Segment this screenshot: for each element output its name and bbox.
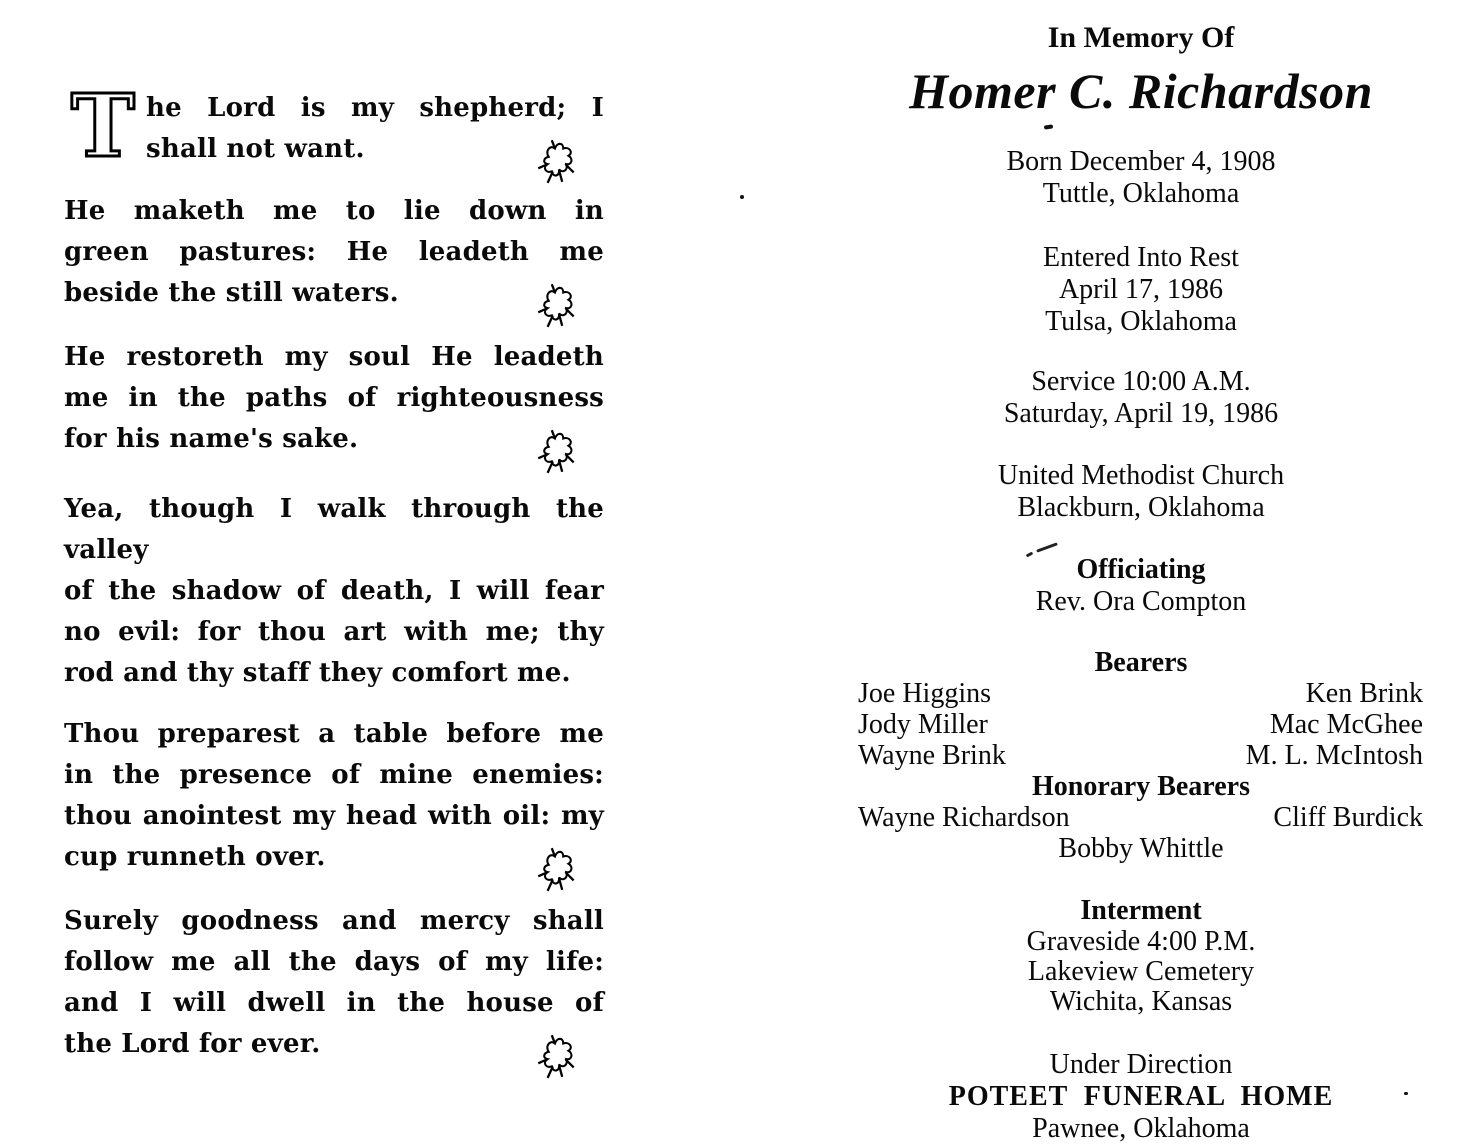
psalm-line: He maketh me to lie down in — [64, 196, 604, 226]
bearer-row — [845, 802, 1437, 833]
interment-time: Graveside 4:00 P.M. — [1026, 926, 1256, 957]
church-block — [845, 460, 1437, 524]
cemetery-name: Lakeview Cemetery — [1027, 956, 1255, 987]
psalm-line: the Lord for ever. — [64, 1029, 321, 1059]
psalm-line: beside the still waters. — [64, 278, 399, 308]
birth-place: Tuttle, Oklahoma — [1042, 178, 1240, 209]
in-memory-of-label: In Memory Of — [1047, 21, 1235, 54]
funeral-home-name: POTEET FUNERAL HOME — [948, 1081, 1334, 1112]
bearer-name: Ken Brink — [1305, 678, 1423, 709]
psalm-line: Surely goodness and mercy shall — [64, 906, 604, 936]
rest-label: Entered Into Rest — [1043, 242, 1239, 273]
deceased-name: Homer C. Richardson — [909, 63, 1373, 119]
funeral-home-place: Pawnee, Oklahoma — [1032, 1113, 1250, 1144]
officiating-title: Officiating — [1076, 554, 1206, 585]
service-block — [845, 366, 1437, 430]
psalm-verse-4 — [64, 489, 604, 694]
bearer-row — [845, 740, 1437, 771]
program-details-page — [845, 0, 1437, 1145]
honorary-bearer-name: Cliff Burdick — [1273, 802, 1423, 833]
direction-block — [845, 1049, 1437, 1145]
lamb-ornament-icon — [534, 844, 580, 894]
bearer-name: Joe Higgins — [858, 678, 991, 709]
psalm-verse-3 — [64, 337, 604, 460]
bearer-row — [845, 709, 1437, 740]
bearer-row — [845, 678, 1437, 709]
lamb-ornament-icon — [534, 280, 580, 330]
psalm-line: in the presence of mine enemies: — [64, 760, 604, 790]
psalm-line: green pastures: He leadeth me — [64, 237, 604, 267]
church-place: Blackburn, Oklahoma — [1017, 492, 1265, 523]
officiating-block — [845, 554, 1437, 618]
honorary-bearer-name: Bobby Whittle — [1058, 833, 1224, 864]
lamb-ornament-icon — [534, 136, 580, 186]
bearer-name: Wayne Brink — [858, 740, 1006, 771]
cemetery-place: Wichita, Kansas — [1049, 986, 1233, 1017]
psalm-line: no evil: for thou art with me; thy — [64, 617, 604, 647]
bearer-name: M. L. McIntosh — [1245, 740, 1423, 771]
bearer-name: Mac McGhee — [1269, 709, 1423, 740]
psalm-line: thou anointest my head with oil: my — [64, 801, 604, 831]
drop-cap-t — [64, 90, 142, 170]
death-place: Tulsa, Oklahoma — [1045, 306, 1237, 337]
psalm-line: Yea, though I walk through the valley — [64, 494, 604, 565]
psalm-line: cup runneth over. — [64, 842, 326, 872]
psalm-line: rod and thy staff they comfort me. — [64, 658, 571, 688]
officiant-name: Rev. Ora Compton — [1035, 586, 1247, 617]
psalm-verse-6 — [64, 901, 604, 1065]
psalm-line: follow me all the days of my life: — [64, 947, 604, 977]
psalm-line: He restoreth my soul He leadeth — [64, 342, 604, 372]
psalm-line: and I will dwell in the house of — [64, 988, 604, 1018]
interment-title: Interment — [1080, 895, 1202, 926]
service-date: Saturday, April 19, 1986 — [1003, 398, 1279, 429]
psalm-line: for his name's sake. — [64, 424, 359, 454]
psalm-verse-5 — [64, 714, 604, 878]
birth-block — [845, 146, 1437, 210]
bearer-name: Jody Miller — [858, 709, 988, 740]
psalm-line: shall not want. — [146, 134, 365, 164]
honorary-bearer-name: Wayne Richardson — [858, 802, 1070, 833]
interment-block — [845, 895, 1437, 1017]
psalm-line: Thou preparest a table before me — [64, 719, 604, 749]
service-time: Service 10:00 A.M. — [1031, 366, 1251, 397]
scan-speck — [1404, 1092, 1408, 1095]
church-name: United Methodist Church — [997, 460, 1285, 491]
psalm-verse-2 — [64, 191, 604, 314]
under-direction-label: Under Direction — [1049, 1049, 1233, 1080]
psalm-line: he Lord is my shepherd; I — [146, 93, 604, 123]
psalm-line: of the shadow of death, I will fear — [64, 576, 604, 606]
entered-rest-block — [845, 242, 1437, 338]
lamb-ornament-icon — [534, 1031, 580, 1081]
birth-date: Born December 4, 1908 — [1006, 146, 1276, 177]
psalm-verse-1 — [64, 88, 604, 170]
bearers-block — [845, 647, 1437, 864]
bearers-title: Bearers — [1094, 647, 1188, 678]
lamb-ornament-icon — [534, 426, 580, 476]
death-date: April 17, 1986 — [1058, 274, 1224, 305]
honorary-bearers-title: Honorary Bearers — [1032, 771, 1250, 802]
svg-text:T: T — [70, 90, 136, 170]
scan-speck — [740, 195, 744, 199]
psalm-23-page — [64, 0, 604, 1065]
psalm-line: me in the paths of righteousness — [64, 383, 604, 413]
